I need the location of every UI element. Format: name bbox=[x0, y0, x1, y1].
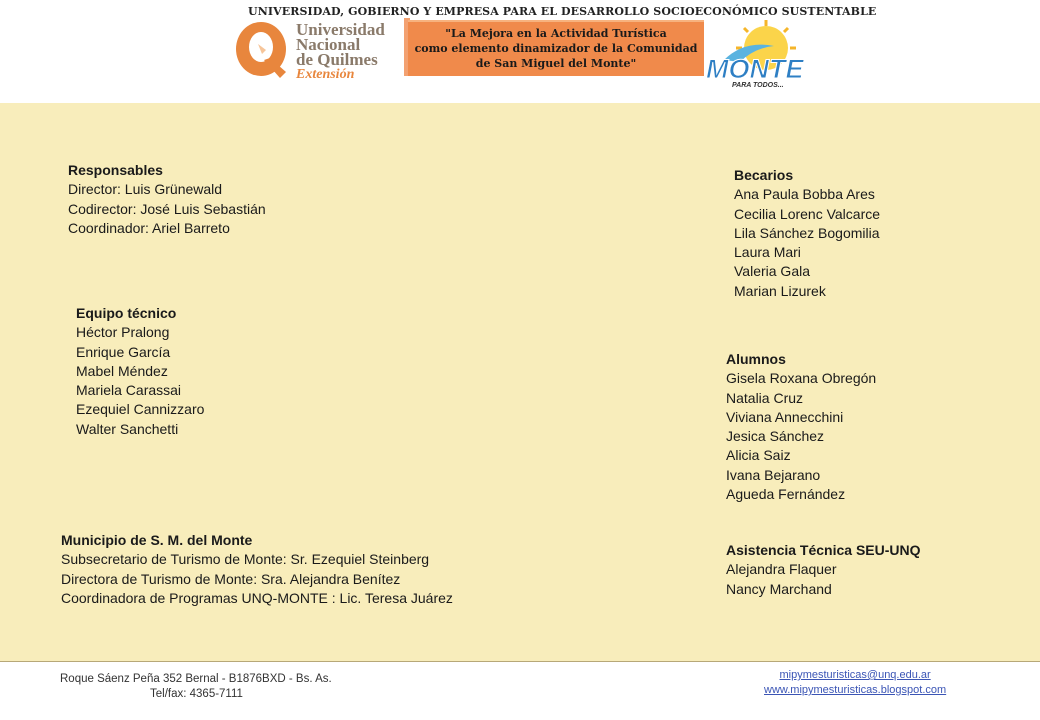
email-link[interactable]: mipymesturisticas@unq.edu.ar bbox=[779, 669, 931, 681]
list-item: Ivana Bejarano bbox=[726, 466, 821, 483]
list-item: Directora de Turismo de Monte: Sra. Alejandra Benítez bbox=[61, 570, 401, 587]
unq-q-logo-icon bbox=[234, 20, 290, 80]
project-banner bbox=[408, 20, 704, 76]
header-title: UNIVERSIDAD, GOBIERNO Y EMPRESA PARA EL DESARROLLO SOCIOECONÓMICO SUSTENTABLE bbox=[248, 5, 877, 18]
section-heading: Municipio de S. M. del Monte bbox=[61, 532, 253, 548]
list-item: Ana Paula Bobba Ares bbox=[734, 186, 875, 203]
footer-divider bbox=[0, 661, 1040, 662]
list-item: Ezequiel Cannizzaro bbox=[76, 401, 205, 418]
monte-logo-word: MONTE bbox=[706, 54, 804, 84]
list-item: Cecilia Lorenc Valcarce bbox=[734, 205, 881, 222]
list-item: Natalia Cruz bbox=[726, 389, 804, 406]
list-item: Coordinadora de Programas UNQ-MONTE : Lic. Teresa Juárez bbox=[61, 589, 453, 606]
list-item: Enrique García bbox=[76, 343, 171, 360]
footer-address bbox=[60, 672, 332, 702]
municipio-section bbox=[61, 531, 453, 608]
unq-logo-line: Universidad bbox=[296, 20, 385, 39]
section-heading: Asistencia Técnica SEU-UNQ bbox=[726, 542, 921, 558]
banner-line: como elemento dinamizador de la Comunidad bbox=[414, 42, 698, 55]
list-item: Alicia Saiz bbox=[726, 447, 791, 464]
unq-logo-line: Nacional bbox=[296, 35, 361, 54]
monte-logo-tagline: PARA TODOS... bbox=[732, 82, 784, 88]
unq-logo bbox=[234, 20, 408, 84]
footer-links bbox=[764, 668, 946, 698]
list-item: Agueda Fernández bbox=[726, 486, 846, 503]
unq-logo-extension: Extensión bbox=[296, 67, 355, 82]
monte-logo-icon bbox=[704, 18, 808, 88]
list-item: Lila Sánchez Bogomilia bbox=[734, 224, 880, 241]
list-item: Mariela Carassai bbox=[76, 382, 182, 399]
unq-logo-text bbox=[296, 22, 385, 83]
list-item: Coordinador: Ariel Barreto bbox=[68, 219, 230, 236]
list-item: Jesica Sánchez bbox=[726, 428, 825, 445]
section-heading: Alumnos bbox=[726, 351, 786, 367]
list-item: Nancy Marchand bbox=[726, 580, 832, 597]
list-item: Héctor Pralong bbox=[76, 324, 170, 341]
list-item: Marian Lizurek bbox=[734, 282, 826, 299]
becarios-section bbox=[734, 166, 880, 301]
unq-logo-line: de Quilmes bbox=[296, 50, 378, 69]
banner-line: de San Miguel del Monte" bbox=[475, 57, 637, 70]
address-line: Roque Sáenz Peña 352 Bernal - B1876BXD - Bs. As. bbox=[60, 673, 332, 685]
list-item: Director: Luis Grünewald bbox=[68, 181, 223, 198]
website-link[interactable]: www.mipymesturisticas.blogspot.com bbox=[764, 684, 947, 696]
page-header bbox=[0, 0, 1040, 103]
section-heading: Equipo técnico bbox=[76, 305, 177, 321]
asistencia-tecnica-section bbox=[726, 541, 921, 599]
list-item: Valeria Gala bbox=[734, 263, 811, 280]
phone-line: Tel/fax: 4365-7111 bbox=[150, 688, 243, 700]
section-heading: Becarios bbox=[734, 167, 794, 183]
banner-line: "La Mejora en la Actividad Turística bbox=[445, 27, 667, 40]
list-item: Laura Mari bbox=[734, 244, 801, 261]
section-heading: Responsables bbox=[68, 162, 163, 178]
alumnos-section bbox=[726, 350, 876, 504]
equipo-tecnico-section bbox=[76, 304, 204, 439]
list-item: Gisela Roxana Obregón bbox=[726, 370, 877, 387]
list-item: Walter Sanchetti bbox=[76, 420, 179, 437]
list-item: Alejandra Flaquer bbox=[726, 561, 837, 578]
list-item: Subsecretario de Turismo de Monte: Sr. Ezequiel Steinberg bbox=[61, 551, 430, 568]
list-item: Codirector: José Luis Sebastián bbox=[68, 200, 266, 217]
responsables-section bbox=[68, 161, 266, 238]
banner-text bbox=[408, 26, 704, 71]
list-item: Mabel Méndez bbox=[76, 362, 168, 379]
list-item: Viviana Annecchini bbox=[726, 408, 844, 425]
